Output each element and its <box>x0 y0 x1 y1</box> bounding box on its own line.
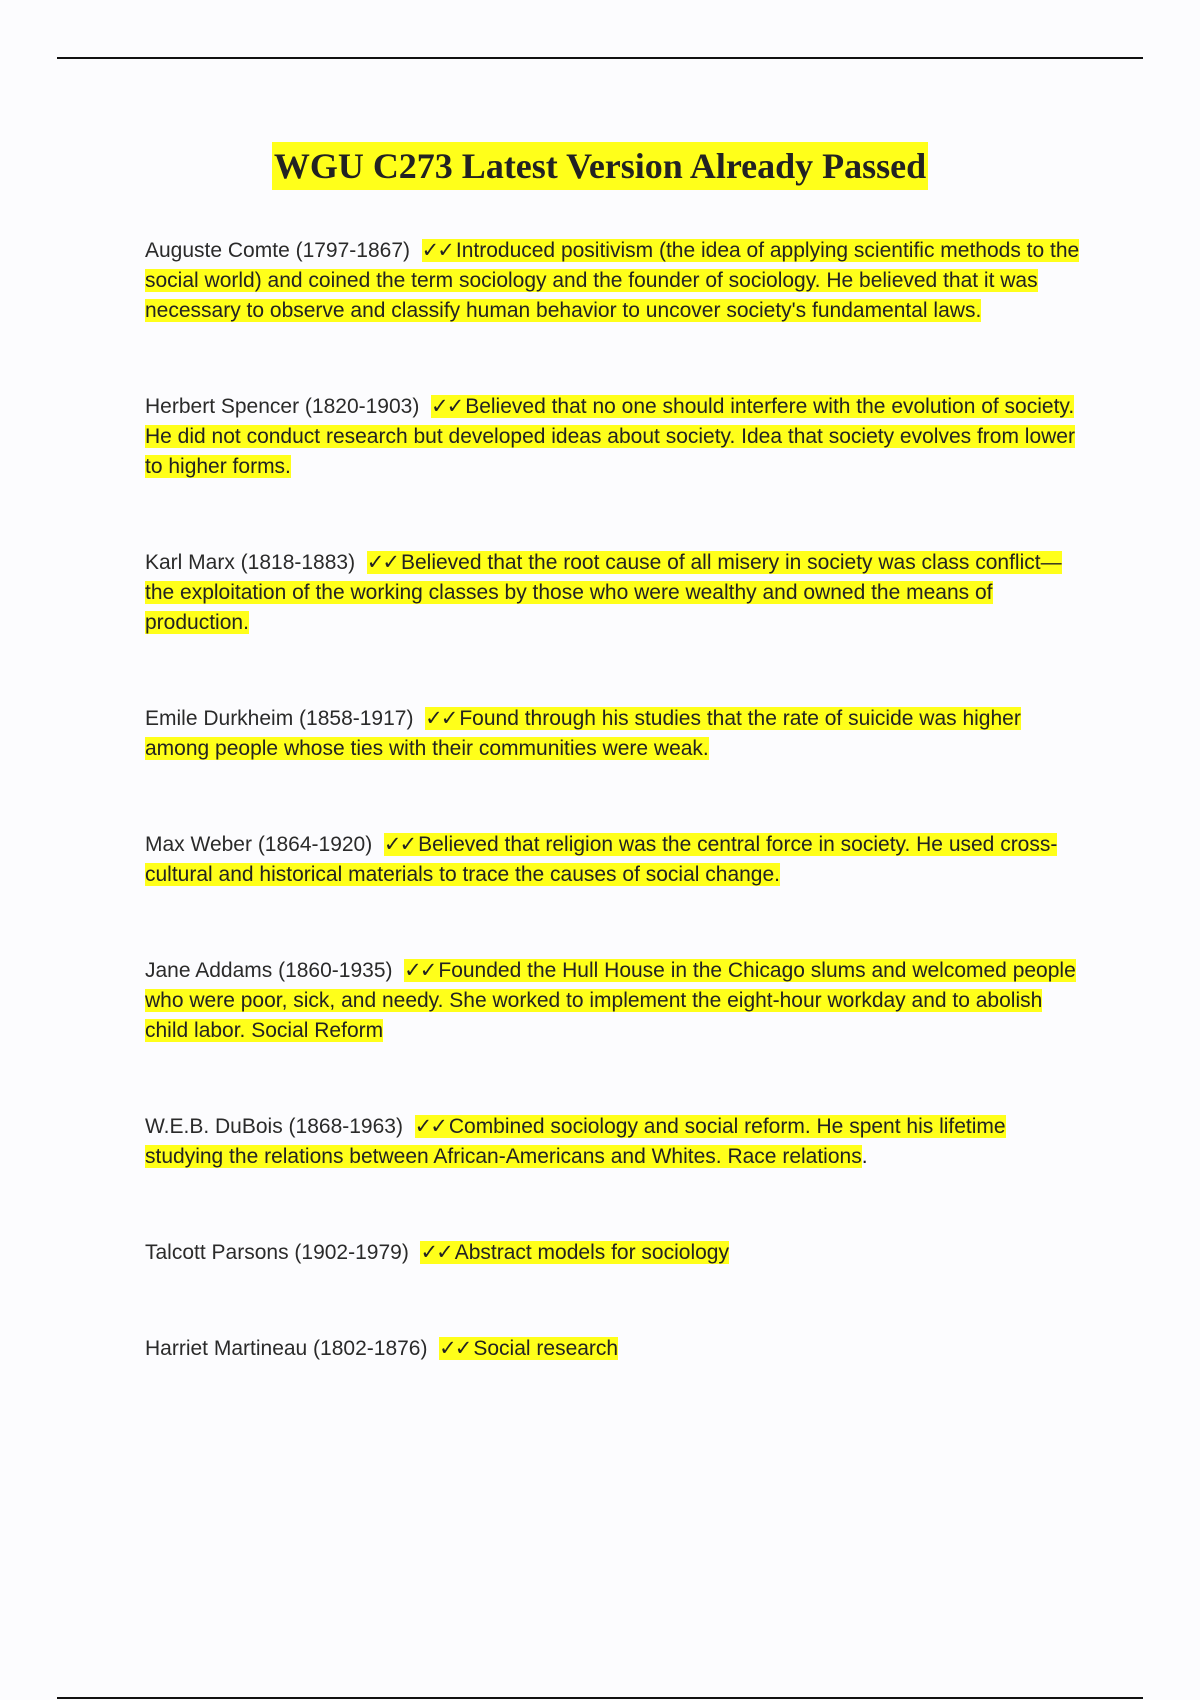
entry-definition-text: Social research <box>473 1337 619 1360</box>
entry-definition-text: Founded the Hull House in the Chicago slums and welcomed people who were poor, sick, and needy. She worked to implement the eight-hour workday and to abolish child labor. Social Reform <box>145 959 1076 1042</box>
entry-term: Max Weber (1864-1920) <box>145 833 373 856</box>
top-rule <box>57 57 1143 59</box>
entry-item <box>145 547 1080 638</box>
entry-term: W.E.B. DuBois (1868-1963) <box>145 1115 403 1138</box>
bottom-rule <box>57 1697 1143 1699</box>
entry-definition-text: Believed that religion was the central force in society. He used cross-cultural and historical materials to trace the causes of social change. <box>145 833 1058 886</box>
entry-definition-text: Introduced positivism (the idea of applying scientific methods to the social world) and coined the term sociology and the founder of sociology. He believed that it was necessary to observe and classify human behavior to uncover society's fundamental laws. <box>145 239 1080 322</box>
entry-item <box>145 703 1080 764</box>
entry-term: Jane Addams (1860-1935) <box>145 959 393 982</box>
double-check-icon: ✓✓ <box>420 1240 452 1264</box>
double-check-icon: ✓✓ <box>383 832 416 856</box>
entry-definition-text: Believed that no one should interfere with the evolution of society. He did not conduct research but developed ideas about society. Idea that society evolves from lower to higher forms. <box>145 395 1075 478</box>
double-check-icon: ✓✓ <box>404 958 436 982</box>
document-title: WGU C273 Latest Version Already Passed <box>272 142 928 190</box>
entry-term: Talcott Parsons (1902-1979) <box>145 1241 409 1264</box>
entry-definition <box>420 1241 729 1264</box>
double-check-icon: ✓✓ <box>431 394 463 418</box>
double-check-icon: ✓✓ <box>439 1336 471 1360</box>
entry-item <box>145 1333 1080 1364</box>
entry-definition-text: Abstract models for sociology <box>454 1241 729 1264</box>
entry-item <box>145 1237 1080 1268</box>
entry-term: Karl Marx (1818-1883) <box>145 551 356 574</box>
entry-term: Herbert Spencer (1820-1903) <box>145 395 420 418</box>
title-container <box>0 142 1200 190</box>
entry-term: Emile Durkheim (1858-1917) <box>145 707 414 730</box>
entries-list <box>145 235 1080 1364</box>
entry-item <box>145 235 1080 326</box>
double-check-icon: ✓✓ <box>366 550 398 574</box>
double-check-icon: ✓✓ <box>421 238 453 262</box>
entry-definition-text: Combined sociology and social reform. He spent his lifetime studying the relations between African-Americans and Whites. Race relations <box>145 1115 1006 1168</box>
entry-term: Harriet Martineau (1802-1876) <box>145 1337 428 1360</box>
entry-item <box>145 391 1080 482</box>
entry-item: W.E.B. DuBois (1868-1963) ✓✓ Combined sociology and social reform. He spent his lifetime studying the relations between African-Americans and Whites. Race relations. <box>145 1114 1006 1168</box>
entry-definition <box>439 1337 618 1360</box>
double-check-icon: ✓✓ <box>425 706 457 730</box>
entry-definition-text: Found through his studies that the rate of suicide was higher among people whose ties with their communities were weak. <box>145 707 1021 760</box>
entry-definition-text: Believed that the root cause of all misery in society was class conflict—the exploitation of the working classes by those who were wealthy and owned the means of production. <box>145 551 1062 634</box>
entry-term: Auguste Comte (1797-1867) <box>145 239 410 262</box>
double-check-icon: ✓✓ <box>414 1114 446 1138</box>
entry-item <box>145 829 1080 890</box>
entry-item <box>145 955 1080 1046</box>
